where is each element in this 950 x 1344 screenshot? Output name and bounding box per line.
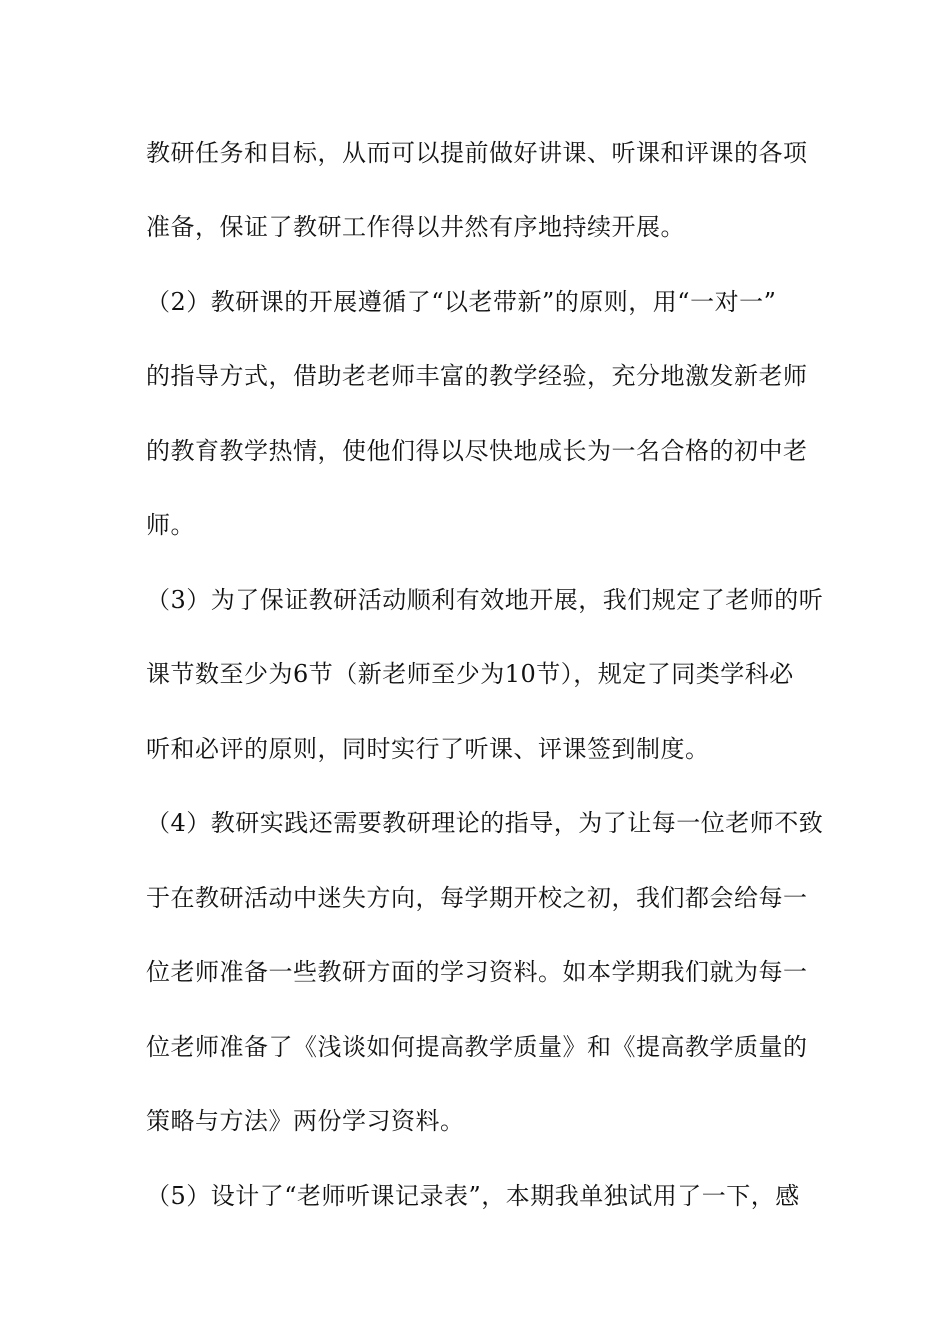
text-line: 师。 [146, 511, 195, 539]
text-line: （5）设计了“老师听课记录表”，本期我单独试用了一下，感 [146, 1182, 800, 1210]
text-line: 准备，保证了教研工作得以井然有序地持续开展。 [146, 213, 685, 241]
text-line: 的指导方式，借助老老师丰富的教学经验，充分地激发新老师 [146, 362, 808, 390]
text-line: 位老师准备了《浅谈如何提高教学质量》和《提高教学质量的 [146, 1033, 808, 1061]
text-line: 课节数至少为6节（新老师至少为10节），规定了同类学科必 [146, 660, 794, 688]
text-line: 于在教研活动中迷失方向，每学期开校之初，我们都会给每一 [146, 884, 808, 912]
text-line: （4）教研实践还需要教研理论的指导，为了让每一位老师不致 [146, 809, 824, 837]
text-line: 听和必评的原则，同时实行了听课、评课签到制度。 [146, 735, 710, 763]
text-line: 策略与方法》两份学习资料。 [146, 1107, 465, 1135]
text-line: 位老师准备一些教研方面的学习资料。如本学期我们就为每一 [146, 958, 808, 986]
text-line: （3）为了保证教研活动顺利有效地开展，我们规定了老师的听 [146, 586, 824, 614]
text-line: 的教育教学热情，使他们得以尽快地成长为一名合格的初中老 [146, 437, 808, 465]
text-line: （2）教研课的开展遵循了“以老带新”的原则，用“一对一” [146, 288, 777, 316]
text-line: 教研任务和目标，从而可以提前做好讲课、听课和评课的各项 [146, 139, 808, 167]
